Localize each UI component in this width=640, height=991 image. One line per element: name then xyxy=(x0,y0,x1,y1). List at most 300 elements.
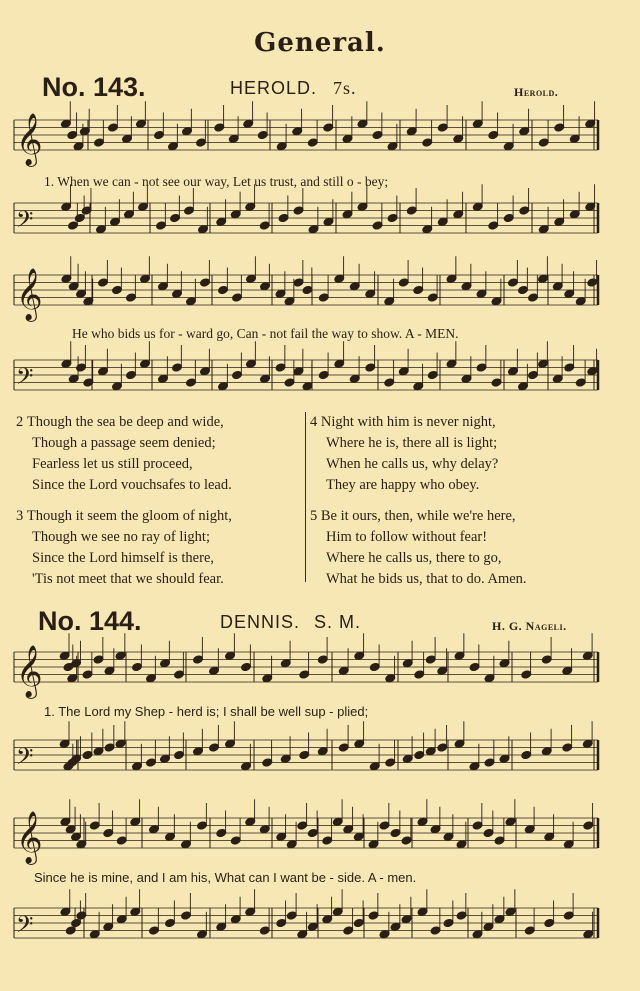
h144-sys1-treble-note xyxy=(159,658,170,668)
h143-sys1-treble-note xyxy=(554,123,565,133)
h144-sys2-bass-note xyxy=(544,918,555,928)
verse-line: Fearless let us still proceed, xyxy=(32,456,193,472)
h143-sys1-treble-note xyxy=(60,119,71,129)
h144-sys1-treble-note xyxy=(82,670,93,680)
h144-sys1-treble-note xyxy=(541,655,552,665)
h144-sys2-bass-note xyxy=(71,918,82,928)
h143-sys1-treble-note xyxy=(387,141,398,151)
h144-sys1-bass-note xyxy=(484,758,495,768)
hymn-143-composer: Herold. xyxy=(514,85,559,99)
h143-sys2-bass-note xyxy=(97,366,108,376)
h144-sys1-treble-note xyxy=(280,658,291,668)
h144-sys2-bass-note xyxy=(148,926,159,936)
h144-sys1-treble-note xyxy=(131,662,142,672)
h143-sys2-treble-note xyxy=(349,281,360,291)
h144-sys2-bass-note xyxy=(390,922,401,932)
h143-sys1-bass-note xyxy=(342,209,353,219)
verse-number: 4 xyxy=(310,414,318,430)
h143-sys2-treble-note xyxy=(575,296,586,306)
h144-sys2-bass-note xyxy=(417,907,428,917)
h144-sys1-bass-note xyxy=(582,739,593,749)
h143-sys2-bass-note xyxy=(318,370,329,380)
verse-line: When he calls us, why delay? xyxy=(326,456,499,472)
h144-sys1-bass-note xyxy=(437,743,448,753)
h143-sys1-bass-note xyxy=(372,221,383,231)
h144-sys1-bass-note xyxy=(82,750,93,760)
h143-sys1-bass-note xyxy=(259,221,270,231)
h143-sys1-bass-note xyxy=(67,221,78,231)
h144-sys2-bass-note xyxy=(297,929,308,939)
h144-sys2-bass-note xyxy=(65,926,76,936)
h144-sys2-bass-note xyxy=(116,914,127,924)
section-title: General. xyxy=(254,28,386,58)
hymn-143-verse-2 xyxy=(16,412,232,496)
h143-sys2-treble-note xyxy=(284,296,295,306)
h143-sys1-treble-note xyxy=(292,126,303,136)
h143-sys1-bass-note xyxy=(183,206,194,216)
h144-sys1-treble-note xyxy=(115,651,126,661)
h144-sys1-bass-note xyxy=(469,761,480,771)
h144-sys2-treble-note xyxy=(216,828,227,838)
hymn-144-number: No. 144. xyxy=(38,606,142,636)
h144-sys1-bass-note xyxy=(425,746,436,756)
h143-sys2-bass-note xyxy=(552,374,563,384)
h144-sys2-bass-note xyxy=(103,922,114,932)
verse-text: Though it seem the gloom of night, xyxy=(26,508,232,524)
h144-sys1-treble-note xyxy=(562,666,573,676)
h143-sys1-treble-note xyxy=(181,126,192,136)
h143-sys2-bass-note xyxy=(384,378,395,388)
h144-sys2-bass-note xyxy=(401,914,412,924)
h144-sys1-treble-note xyxy=(484,673,495,683)
hymn-144-tune xyxy=(220,612,361,633)
h144-sys1-treble-note xyxy=(240,662,251,672)
verse-line xyxy=(310,506,527,527)
h144-sys1-treble-note xyxy=(299,670,310,680)
h144-sys2-treble-note xyxy=(322,836,333,846)
hymn-143-verse-4 xyxy=(310,412,498,496)
h143-sys1-bass-note xyxy=(95,224,106,234)
verse-line: They are happy who obey. xyxy=(326,477,480,493)
h144-sys1-bass-note xyxy=(208,743,219,753)
h143-sys2-bass-note xyxy=(398,366,409,376)
h143-sys1-treble-note xyxy=(569,134,580,144)
h143-sys2-bass-note xyxy=(587,366,598,376)
verse-line: Him to follow without fear! xyxy=(326,529,488,545)
h143-sys1-bass-note xyxy=(323,217,334,227)
hymn-143-number: No. 143. xyxy=(42,72,146,102)
h143-sys2-treble-note xyxy=(365,289,376,299)
h143-sys2-bass-note xyxy=(461,374,472,384)
h144-sys2-treble-note xyxy=(343,824,354,834)
h143-sys2-bass-note xyxy=(507,366,518,376)
h144-sys2-treble-note xyxy=(544,832,555,842)
h144-sys1-bass-note xyxy=(414,750,425,760)
h143-sys2-treble-note xyxy=(517,285,528,295)
h144-sys1-bass-note xyxy=(145,758,156,768)
h143-sys2-treble-note xyxy=(384,296,395,306)
h143-sys2-treble-note xyxy=(111,285,122,295)
h144-sys2-bass-note xyxy=(583,929,594,939)
h144-sys2-bass-note xyxy=(483,922,494,932)
treble-clef-icon: 𝄞 xyxy=(16,267,43,320)
h144-sys2-treble-note xyxy=(401,836,412,846)
h144-sys1-treble-note xyxy=(499,658,510,668)
h143-sys1-treble-note xyxy=(422,138,433,148)
h143-sys1-bass-note xyxy=(387,213,398,223)
h144-sys1-bass-note xyxy=(562,743,573,753)
h144-sys1-treble-note xyxy=(208,666,219,676)
h143-sys2-treble-note xyxy=(293,278,304,288)
h143-sys1-treble-note xyxy=(472,119,483,129)
h144-sys1-treble-note xyxy=(224,651,235,661)
h144-sys2-bass-note xyxy=(196,929,207,939)
h144-sys2-bass-note xyxy=(276,918,287,928)
h143-sys2-bass-note xyxy=(302,381,313,391)
h143-sys1-bass-note xyxy=(61,202,72,212)
h144-sys1-treble-note xyxy=(454,651,465,661)
verse-line xyxy=(310,412,498,433)
h143-sys2-treble-note xyxy=(302,285,313,295)
h143-sys1-treble-note xyxy=(121,134,132,144)
h144-sys2-treble-note xyxy=(130,817,141,827)
h144-sys1-bass-note xyxy=(115,739,126,749)
h143-sys1-treble-note xyxy=(195,138,206,148)
verse-line xyxy=(16,412,232,433)
h144-sys2-treble-note xyxy=(230,836,241,846)
h143-sys1-treble-note xyxy=(67,130,78,140)
h143-sys1-treble-note xyxy=(538,138,549,148)
h143-sys2-treble-note xyxy=(446,274,457,284)
h144-sys1-treble-note xyxy=(402,658,413,668)
h143-sys2-bass-note xyxy=(575,378,586,388)
h143-sys2-bass-note xyxy=(527,370,538,380)
h144-sys1-bass-note xyxy=(338,743,349,753)
h144-sys2-bass-note xyxy=(494,914,505,924)
h144-sys1-bass-note xyxy=(369,761,380,771)
h144-sys2-treble-note xyxy=(494,836,505,846)
h144-sys2-treble-note xyxy=(353,832,364,842)
h144-sys1-bass-note xyxy=(93,746,104,756)
h143-sys2-bass-note xyxy=(171,363,182,373)
h143-sys1-bass-note xyxy=(109,217,120,227)
h143-sys2-bass-note xyxy=(61,359,72,369)
hymn-144-tune-name: DENNIS. xyxy=(220,612,301,632)
h143-sys1-bass-note xyxy=(308,224,319,234)
h143-sys1-bass-note xyxy=(569,209,580,219)
h143-sys1-treble-note xyxy=(257,130,268,140)
treble-clef-icon: 𝄞 xyxy=(16,112,43,165)
h144-sys2-treble-note xyxy=(430,824,441,834)
h143-sys1-bass-note xyxy=(74,213,85,223)
h143-sys1-treble-note xyxy=(79,126,90,136)
h143-sys2-treble-note xyxy=(185,296,196,306)
h143-sys1-bass-note xyxy=(488,221,499,231)
verse-line: What he bids us, that to do. Amen. xyxy=(326,571,527,587)
h144-sys1-bass-note xyxy=(173,750,184,760)
h144-sys1-treble-note xyxy=(262,673,273,683)
h144-sys2-treble-note xyxy=(76,839,87,849)
h144-sys2-treble-note xyxy=(379,821,390,831)
h143-sys2-bass-note xyxy=(537,359,548,369)
h143-sys2-bass-note xyxy=(111,381,122,391)
h144-sys2-bass-note xyxy=(472,929,483,939)
h144-sys2-treble-note xyxy=(116,836,127,846)
h143-sys1-bass-note xyxy=(554,217,565,227)
h144-sys1-bass-note xyxy=(354,739,365,749)
h144-sys1-treble-note xyxy=(145,673,156,683)
h144-sys2-bass-note xyxy=(60,907,71,917)
h144-sys2-bass-note xyxy=(524,926,535,936)
h143-sys2-treble-note xyxy=(275,289,286,299)
h143-sys2-bass-note xyxy=(275,363,286,373)
treble-clef-icon: 𝄞 xyxy=(16,810,43,863)
h143-sys1-bass-note xyxy=(357,202,368,212)
h143-sys1-bass-note xyxy=(519,206,530,216)
h144-sys1-bass-note xyxy=(402,754,413,764)
h143-sys2-treble-note xyxy=(334,274,345,284)
h144-sys2-treble-note xyxy=(245,817,256,827)
h143-sys2-treble-note xyxy=(259,281,270,291)
h143-sys1-bass-note xyxy=(453,209,464,219)
h144-sys2-bass-note xyxy=(505,907,516,917)
h143-sys1-treble-note xyxy=(357,119,368,129)
h144-sys2-bass-note xyxy=(245,907,256,917)
h144-sys2-bass-note xyxy=(443,918,454,928)
h143-sys2-treble-note xyxy=(413,285,424,295)
h143-sys2-bass-note xyxy=(284,378,295,388)
h143-sys2-treble-note xyxy=(61,274,72,284)
bass-clef-icon: 𝄢 xyxy=(16,744,34,775)
verse-line: Where he calls us, there to go, xyxy=(326,550,502,566)
bass-clef-icon: 𝄢 xyxy=(16,912,34,943)
h144-sys2-bass-note xyxy=(353,918,364,928)
h143-sys2-treble-note xyxy=(537,274,548,284)
h144-sys2-treble-note xyxy=(456,839,467,849)
h143-sys1-treble-note xyxy=(503,141,514,151)
hymn-144-composer: H. G. Nageli. xyxy=(492,619,567,633)
h143-sys2-treble-note xyxy=(139,274,150,284)
h143-sys2-treble-note xyxy=(125,293,136,303)
h143-sys2-bass-note xyxy=(125,370,136,380)
hymn-144-meter: S. M. xyxy=(314,612,362,632)
h144-sys1-treble-note xyxy=(369,662,380,672)
h144-sys1-treble-note xyxy=(93,655,104,665)
h143-sys2-bass-note xyxy=(476,363,487,373)
bass-clef-icon: 𝄢 xyxy=(16,364,34,395)
h144-sys1-bass-note xyxy=(385,758,396,768)
verse-number: 5 xyxy=(310,508,318,524)
h144-sys1-bass-note xyxy=(59,739,70,749)
h143-sys2-treble-note xyxy=(199,278,210,288)
h143-sys2-bass-note xyxy=(334,359,345,369)
h144-sys2-treble-note xyxy=(483,828,494,838)
h143-sys1-treble-note xyxy=(488,130,499,140)
bass-clef-icon: 𝄢 xyxy=(16,207,34,238)
h144-sys1-bass-note xyxy=(240,761,251,771)
h143-sys2-bass-note xyxy=(365,363,376,373)
h143-sys2-bass-note xyxy=(446,359,457,369)
h143-sys2-treble-note xyxy=(245,274,256,284)
h143-sys1-bass-note xyxy=(278,213,289,223)
h144-sys2-treble-note xyxy=(368,839,379,849)
h144-sys1-bass-note xyxy=(521,750,532,760)
h144-sys2-treble-note xyxy=(60,817,71,827)
verse-line: 'Tis not meet that we should fear. xyxy=(32,571,224,587)
h143-sys1-bass-note xyxy=(123,209,134,219)
h144-sys2-bass-note xyxy=(307,922,318,932)
h143-sys2-treble-note xyxy=(427,293,438,303)
h144-sys1-treble-note xyxy=(104,666,115,676)
h144-sys1-treble-note xyxy=(67,673,78,683)
hymn-143-lyric-line-1: 1. When we can - not see our way, Let us trust, and still o - bey; xyxy=(44,174,389,189)
h144-sys1-treble-note xyxy=(582,651,593,661)
hymn-144-lyric-line-2: Since he is mine, and I am his, What can I want be - side. A - men. xyxy=(34,870,417,885)
h143-sys1-treble-note xyxy=(93,138,104,148)
h143-sys1-treble-note xyxy=(228,134,239,144)
h143-sys1-treble-note xyxy=(135,119,146,129)
h144-sys1-bass-note xyxy=(192,746,203,756)
h143-sys1-treble-note xyxy=(167,141,178,151)
verse-text: Night with him is never night, xyxy=(320,414,496,430)
h143-sys2-treble-note xyxy=(68,281,79,291)
h143-sys2-bass-note xyxy=(199,366,210,376)
h143-sys2-treble-note xyxy=(97,278,108,288)
h143-sys1-bass-note xyxy=(216,217,227,227)
hymn-143-meter: 7s. xyxy=(333,78,357,98)
h144-sys2-bass-note xyxy=(563,911,574,921)
h143-sys2-treble-note xyxy=(171,289,182,299)
h144-sys1-bass-note xyxy=(131,761,142,771)
h144-sys1-treble-note xyxy=(469,662,480,672)
h144-sys2-bass-note xyxy=(332,907,343,917)
verse-column-divider xyxy=(305,412,306,582)
h144-sys1-treble-note xyxy=(414,670,425,680)
h144-sys2-treble-note xyxy=(297,821,308,831)
verse-number: 2 xyxy=(16,414,24,430)
h144-sys2-treble-note xyxy=(276,832,287,842)
h144-sys1-bass-note xyxy=(262,758,273,768)
verse-line: Since the Lord himself is there, xyxy=(32,550,215,566)
h144-sys1-treble-note xyxy=(173,670,184,680)
h143-sys2-bass-note xyxy=(185,378,196,388)
h143-sys1-treble-note xyxy=(73,141,84,151)
h144-sys2-bass-note xyxy=(286,911,297,921)
h143-sys2-bass-note xyxy=(427,370,438,380)
h144-sys2-treble-note xyxy=(505,817,516,827)
h144-sys2-treble-note xyxy=(563,839,574,849)
h143-sys2-treble-note xyxy=(461,281,472,291)
h143-sys2-treble-note xyxy=(231,293,242,303)
h143-sys2-treble-note xyxy=(587,278,598,288)
h143-sys1-treble-note xyxy=(214,123,225,133)
h143-sys2-bass-note xyxy=(517,381,528,391)
h143-sys1-bass-note xyxy=(137,202,148,212)
h143-sys1-treble-note xyxy=(372,130,383,140)
h143-sys2-bass-note xyxy=(217,381,228,391)
h143-sys1-treble-note xyxy=(276,141,287,151)
hymn-143-tune-name: HEROLD. xyxy=(230,78,318,98)
h143-sys1-treble-note xyxy=(519,126,530,136)
treble-clef-icon: 𝄞 xyxy=(16,644,43,697)
h144-sys1-treble-note xyxy=(437,666,448,676)
h143-sys2-bass-note xyxy=(68,374,79,384)
h143-sys2-treble-note xyxy=(318,293,329,303)
h143-sys1-bass-note xyxy=(155,221,166,231)
h144-sys2-bass-note xyxy=(379,929,390,939)
verse-line xyxy=(16,506,232,527)
h144-sys1-bass-note xyxy=(159,754,170,764)
h144-sys2-bass-note xyxy=(89,929,100,939)
h143-sys1-bass-note xyxy=(538,224,549,234)
verse-number: 3 xyxy=(16,508,24,524)
hymn-143-lyric-line-2: He who bids us for - ward go, Can - not fail the way to show. A - MEN. xyxy=(72,326,459,341)
h143-sys1-bass-note xyxy=(472,202,483,212)
h143-sys2-treble-note xyxy=(398,278,409,288)
h144-sys2-treble-note xyxy=(148,824,159,834)
h144-sys2-treble-note xyxy=(65,824,76,834)
h143-sys2-treble-note xyxy=(527,293,538,303)
h144-sys2-treble-note xyxy=(103,828,114,838)
h143-sys2-bass-note xyxy=(491,378,502,388)
h144-sys1-treble-note xyxy=(385,673,396,683)
h143-sys1-treble-note xyxy=(107,123,118,133)
h143-sys1-treble-note xyxy=(453,134,464,144)
h144-sys2-treble-note xyxy=(524,824,535,834)
h143-sys2-bass-note xyxy=(245,359,256,369)
verse-line: Though a passage seem denied; xyxy=(32,435,216,451)
h143-sys1-treble-note xyxy=(406,126,417,136)
h144-sys2-treble-note xyxy=(417,817,428,827)
h143-sys1-bass-note xyxy=(245,202,256,212)
h143-sys1-treble-note xyxy=(153,130,164,140)
h144-sys2-treble-note xyxy=(472,821,483,831)
h144-sys1-bass-note xyxy=(224,739,235,749)
h144-sys2-bass-note xyxy=(130,907,141,917)
h144-sys1-bass-note xyxy=(541,746,552,756)
verse-line: Though we see no ray of light; xyxy=(32,529,210,545)
hymn-143-verse-5 xyxy=(310,506,527,590)
h144-sys2-treble-note xyxy=(196,821,207,831)
h144-sys1-treble-note xyxy=(521,670,532,680)
h144-sys1-bass-note xyxy=(280,754,291,764)
h143-sys1-bass-note xyxy=(406,206,417,216)
h144-sys1-treble-note xyxy=(317,655,328,665)
hymn-143-verse-3 xyxy=(16,506,232,590)
h144-sys1-treble-note xyxy=(425,655,436,665)
h143-sys2-bass-note xyxy=(231,370,242,380)
h143-sys2-treble-note xyxy=(217,285,228,295)
h144-sys2-bass-note xyxy=(76,911,87,921)
h144-sys1-treble-note xyxy=(354,651,365,661)
h144-sys2-treble-note xyxy=(390,828,401,838)
h144-sys2-treble-note xyxy=(180,839,191,849)
h144-sys1-bass-note xyxy=(104,743,115,753)
h143-sys2-treble-note xyxy=(76,289,87,299)
h143-sys1-bass-note xyxy=(197,224,208,234)
h144-sys2-treble-note xyxy=(259,824,270,834)
h143-sys2-treble-note xyxy=(491,296,502,306)
h143-sys2-bass-note xyxy=(157,374,168,384)
h144-sys2-bass-note xyxy=(216,922,227,932)
h143-sys2-bass-note xyxy=(76,363,87,373)
h143-sys1-bass-note xyxy=(293,206,304,216)
hymn-144-lyric-line-1: 1. The Lord my Shep - herd is; I shall be well sup - plied; xyxy=(44,704,369,719)
h143-sys1-bass-note xyxy=(169,213,180,223)
h144-sys2-bass-note xyxy=(322,914,333,924)
h144-sys2-treble-note xyxy=(286,839,297,849)
h144-sys2-treble-note xyxy=(307,828,318,838)
